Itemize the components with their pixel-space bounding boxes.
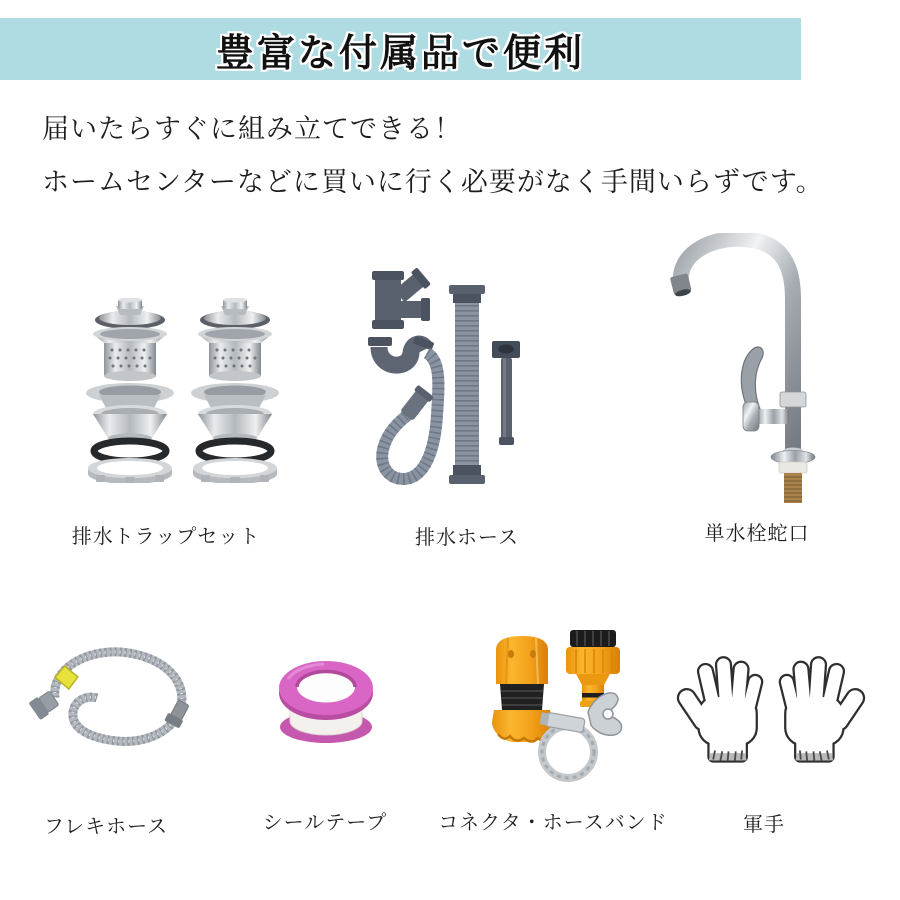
- accessory-label: 排水トラップセット: [71, 526, 261, 548]
- drain-trap-set-image: [80, 298, 285, 483]
- flex-hose-image: [25, 640, 200, 760]
- intro-line-2: ホームセンターなどに買いに行く必要がなく手間いらずです。: [42, 167, 824, 197]
- connector-hose-band-image: [484, 628, 636, 786]
- work-gloves-image: [676, 652, 866, 764]
- accessory-label: フレキホース: [43, 816, 169, 838]
- intro-line-1: 届いたらすぐに組み立てできる！: [42, 114, 462, 144]
- section-banner: [0, 18, 801, 80]
- accessory-label: 単水栓蛇口: [704, 523, 810, 545]
- seal-tape-image: [268, 643, 386, 755]
- accessory-item-drain-hose: [357, 265, 577, 550]
- accessory-item-flex-hose: [6, 640, 206, 839]
- accessory-item-seal-tape: [225, 643, 425, 835]
- accessory-item-single-faucet: [647, 233, 867, 546]
- drain-hose-image: [365, 265, 525, 497]
- accessory-label: 軍手: [743, 814, 785, 836]
- accessory-label: コネクタ・ホースバンド: [438, 812, 668, 834]
- accessory-label: 排水ホース: [415, 527, 519, 549]
- accessory-label: シールテープ: [262, 812, 388, 834]
- accessory-item-work-gloves: [664, 652, 864, 837]
- accessory-item-drain-trap-set: [56, 298, 276, 549]
- section-title: 豊富な付属品で便利: [215, 32, 585, 75]
- accessory-item-connector-hose-band: [433, 628, 673, 835]
- single-faucet-image: [655, 233, 820, 511]
